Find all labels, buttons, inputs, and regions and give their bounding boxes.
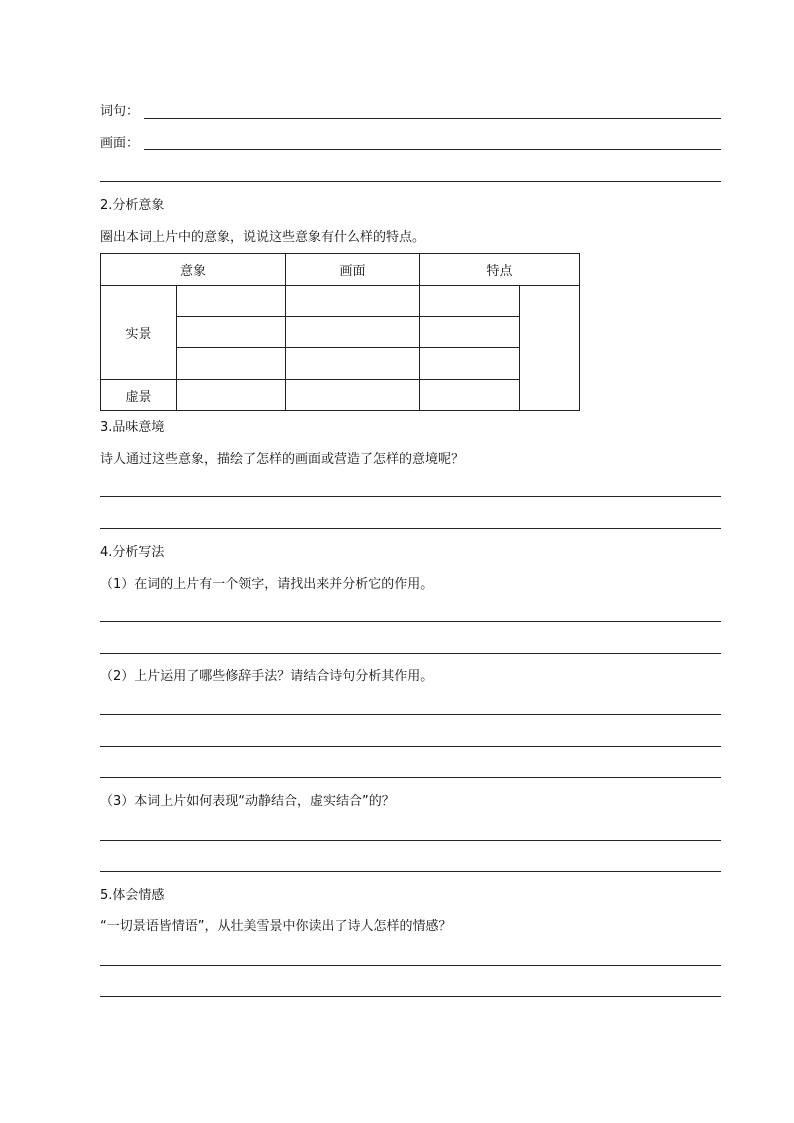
table-cell[interactable] [177, 317, 286, 348]
answer-line[interactable] [100, 746, 721, 747]
table-cell[interactable] [420, 286, 520, 317]
table-cell[interactable] [420, 317, 520, 348]
table-cell[interactable] [420, 380, 520, 411]
answer-line[interactable] [100, 714, 721, 715]
table-cell[interactable] [286, 348, 420, 380]
verse-label: 词句： [100, 104, 140, 119]
answer-line[interactable] [100, 621, 721, 622]
table-cell[interactable] [177, 380, 286, 411]
table-cell[interactable] [420, 348, 520, 380]
imagery-table [100, 253, 580, 411]
table-cell[interactable] [177, 286, 286, 317]
answer-line[interactable] [100, 653, 721, 654]
section-3-heading: 3.品味意境 [100, 420, 165, 435]
section-2-prompt: 圈出本词上片中的意象，说说这些意象有什么样的特点。 [100, 230, 426, 245]
table-header-scene: 画面 [286, 254, 420, 286]
answer-line[interactable] [100, 840, 721, 841]
scene-answer-line[interactable] [144, 149, 721, 150]
section-5-prompt: “一切景语皆情语”，从壮美雪景中你读出了诗人怎样的情感？ [100, 919, 452, 934]
answer-line[interactable] [100, 777, 721, 778]
section-3-prompt: 诗人通过这些意象，描绘了怎样的画面或营造了怎样的意境呢？ [100, 452, 465, 467]
answer-line[interactable] [100, 965, 721, 966]
table-cell[interactable] [286, 286, 420, 317]
scene-answer-line-2[interactable] [100, 181, 721, 182]
table-cell[interactable] [286, 317, 420, 348]
scene-label: 画面： [100, 136, 140, 151]
answer-line[interactable] [100, 496, 721, 497]
answer-line[interactable] [100, 528, 721, 529]
answer-line[interactable] [100, 996, 721, 997]
table-cell[interactable] [286, 380, 420, 411]
table-header-feature: 特点 [420, 254, 580, 286]
table-header-imagery: 意象 [101, 254, 286, 286]
row-label-real-scene: 实景 [101, 286, 177, 380]
table-cell-feature-merged[interactable] [520, 286, 580, 411]
verse-answer-line[interactable] [144, 118, 721, 119]
section-5-heading: 5.体会情感 [100, 888, 165, 903]
section-4-question-1: （1）在词的上片有一个领字，请找出来并分析它的作用。 [100, 577, 434, 592]
row-label-virtual-scene: 虚景 [101, 380, 177, 411]
section-4-heading: 4.分析写法 [100, 545, 165, 560]
table-cell[interactable] [177, 348, 286, 380]
section-2-heading: 2.分析意象 [100, 198, 165, 213]
section-4-question-3: （3）本词上片如何表现“动静结合，虚实结合”的？ [100, 794, 395, 809]
answer-line[interactable] [100, 871, 721, 872]
section-4-question-2: （2）上片运用了哪些修辞手法？请结合诗句分析其作用。 [100, 669, 434, 684]
